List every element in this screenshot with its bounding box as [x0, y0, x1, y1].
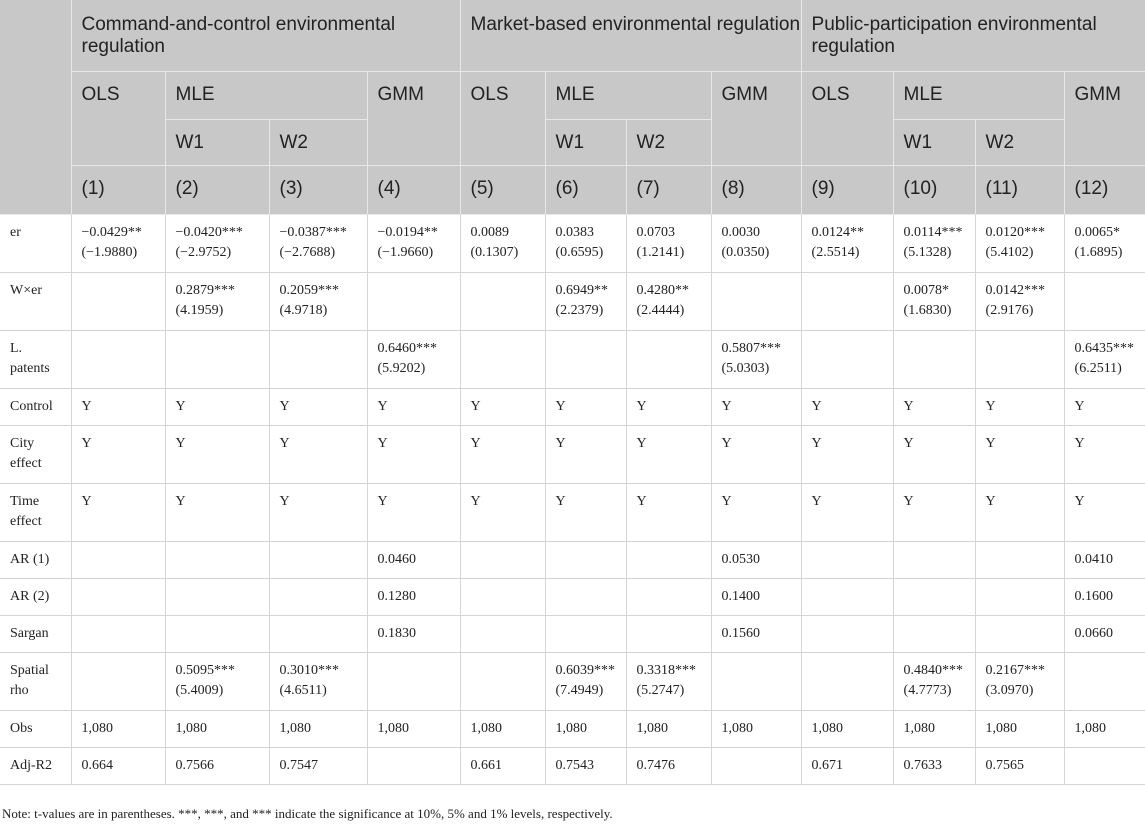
table-cell: Y	[165, 388, 269, 425]
table-cell	[71, 272, 165, 330]
table-cell	[367, 652, 460, 710]
row-label: W×er	[0, 272, 71, 330]
table-row	[0, 578, 1145, 615]
table-cell: 0.0383 (0.6595)	[545, 214, 626, 272]
table-cell: Y	[626, 388, 711, 425]
table-cell	[269, 330, 367, 388]
table-cell	[460, 272, 545, 330]
row-label: Sargan	[0, 615, 71, 652]
table-cell: 1,080	[545, 710, 626, 747]
table-cell: −0.0429** (−1.9880)	[71, 214, 165, 272]
table-cell: Y	[1064, 388, 1145, 425]
table-cell: Y	[460, 388, 545, 425]
table-row	[0, 330, 1145, 388]
table-cell: 0.6039*** (7.4949)	[545, 652, 626, 710]
table-cell: 1,080	[367, 710, 460, 747]
table-cell: Y	[975, 483, 1064, 541]
table-cell: 0.7476	[626, 747, 711, 784]
table-cell: 0.6949** (2.2379)	[545, 272, 626, 330]
table-cell: 0.664	[71, 747, 165, 784]
table-cell: 1,080	[711, 710, 801, 747]
table-cell	[801, 330, 893, 388]
table-cell	[801, 615, 893, 652]
table-cell: 1,080	[893, 710, 975, 747]
table-cell: Y	[1064, 483, 1145, 541]
table-cell: Y	[269, 483, 367, 541]
table-cell	[269, 541, 367, 578]
table-cell	[975, 615, 1064, 652]
row-label: Adj-R2	[0, 747, 71, 784]
table-cell: Y	[626, 425, 711, 483]
table-cell: 0.0065* (1.6895)	[1064, 214, 1145, 272]
weight-header-w2: W2	[975, 119, 1064, 165]
table-cell	[893, 541, 975, 578]
table-cell: −0.0420*** (−2.9752)	[165, 214, 269, 272]
weight-header-w1: W1	[545, 119, 626, 165]
table-cell	[545, 330, 626, 388]
table-cell: Y	[975, 388, 1064, 425]
column-number-header: (10)	[893, 165, 975, 214]
method-header-ols: OLS	[801, 71, 893, 165]
table-cell: Y	[545, 483, 626, 541]
table-cell: 0.1830	[367, 615, 460, 652]
table-cell: −0.0194** (−1.9660)	[367, 214, 460, 272]
table-cell: 0.5095*** (5.4009)	[165, 652, 269, 710]
table-row	[0, 425, 1145, 483]
table-cell	[626, 615, 711, 652]
table-cell: 0.7547	[269, 747, 367, 784]
table-cell: Y	[460, 425, 545, 483]
table-cell: 0.0530	[711, 541, 801, 578]
table-cell	[975, 578, 1064, 615]
table-row	[0, 747, 1145, 784]
column-number-header: (3)	[269, 165, 367, 214]
table-row	[0, 652, 1145, 710]
table-cell: 0.7543	[545, 747, 626, 784]
table-cell: 0.0124** (2.5514)	[801, 214, 893, 272]
table-cell: 0.0660	[1064, 615, 1145, 652]
table-cell: Y	[801, 483, 893, 541]
table-cell: 0.1280	[367, 578, 460, 615]
table-cell: Y	[269, 388, 367, 425]
table-cell: 0.4280** (2.4444)	[626, 272, 711, 330]
table-row	[0, 483, 1145, 541]
table-note: Note: t-values are in parentheses. ***, ***, and *** indicate the significance at 10%, 5% and 1% levels, respectively.	[2, 806, 613, 821]
table-cell: Y	[367, 388, 460, 425]
table-cell: Y	[711, 425, 801, 483]
row-label: AR (2)	[0, 578, 71, 615]
table-cell: Y	[801, 425, 893, 483]
column-number-header: (6)	[545, 165, 626, 214]
column-number-header: (7)	[626, 165, 711, 214]
row-label: Obs	[0, 710, 71, 747]
method-header-ols: OLS	[460, 71, 545, 165]
table-row	[0, 388, 1145, 425]
table-cell: Y	[71, 425, 165, 483]
table-cell	[801, 541, 893, 578]
table-cell: 0.0460	[367, 541, 460, 578]
weight-header-w2: W2	[269, 119, 367, 165]
table-cell	[460, 330, 545, 388]
table-cell: 0.2879*** (4.1959)	[165, 272, 269, 330]
table-cell: 0.661	[460, 747, 545, 784]
header-row-groups	[0, 0, 1145, 71]
table-cell	[801, 652, 893, 710]
row-label: L. patents	[0, 330, 71, 388]
table-cell: Y	[801, 388, 893, 425]
table-cell: 0.0703 (1.2141)	[626, 214, 711, 272]
table-cell: 0.2059*** (4.9718)	[269, 272, 367, 330]
table-cell	[975, 541, 1064, 578]
table-cell: 0.2167*** (3.0970)	[975, 652, 1064, 710]
method-header-mle: MLE	[165, 71, 367, 119]
table-cell	[460, 578, 545, 615]
header-corner-cell	[0, 0, 71, 214]
table-cell: Y	[711, 388, 801, 425]
table-cell	[165, 615, 269, 652]
table-cell: 0.4840*** (4.7773)	[893, 652, 975, 710]
table-cell: 1,080	[801, 710, 893, 747]
table-cell: Y	[711, 483, 801, 541]
table-cell	[626, 578, 711, 615]
group-header-market-based: Market-based environmental regulation	[460, 0, 801, 71]
weight-header-w1: W1	[893, 119, 975, 165]
table-cell	[71, 652, 165, 710]
table-cell: Y	[545, 388, 626, 425]
table-cell: Y	[893, 483, 975, 541]
table-cell	[545, 541, 626, 578]
table-cell: Y	[460, 483, 545, 541]
table-cell	[801, 272, 893, 330]
table-cell: Y	[893, 425, 975, 483]
table-cell: 0.0030 (0.0350)	[711, 214, 801, 272]
table-cell: 1,080	[71, 710, 165, 747]
table-cell	[711, 747, 801, 784]
row-label: Spatial rho	[0, 652, 71, 710]
table-cell: 0.1400	[711, 578, 801, 615]
table-cell: 0.3010*** (4.6511)	[269, 652, 367, 710]
table-cell	[893, 578, 975, 615]
method-header-mle: MLE	[545, 71, 711, 119]
table-cell	[626, 541, 711, 578]
table-cell	[71, 330, 165, 388]
table-cell	[545, 615, 626, 652]
table-cell	[367, 747, 460, 784]
column-number-header: (2)	[165, 165, 269, 214]
row-label: Time effect	[0, 483, 71, 541]
table-cell	[71, 615, 165, 652]
table-cell: 1,080	[975, 710, 1064, 747]
column-number-header: (8)	[711, 165, 801, 214]
method-header-ols: OLS	[71, 71, 165, 165]
column-number-header: (12)	[1064, 165, 1145, 214]
column-number-header: (9)	[801, 165, 893, 214]
table-cell	[545, 578, 626, 615]
header-row-methods	[0, 71, 1145, 119]
header-row-column-numbers	[0, 165, 1145, 214]
table-cell: 0.7565	[975, 747, 1064, 784]
table-cell: −0.0387*** (−2.7688)	[269, 214, 367, 272]
table-cell	[367, 272, 460, 330]
table-cell: 0.0089 (0.1307)	[460, 214, 545, 272]
table-cell: 0.0410	[1064, 541, 1145, 578]
table-cell: 0.5807*** (5.0303)	[711, 330, 801, 388]
table-row	[0, 615, 1145, 652]
method-header-gmm: GMM	[711, 71, 801, 165]
table-cell: 0.1560	[711, 615, 801, 652]
table-row	[0, 710, 1145, 747]
table-row	[0, 541, 1145, 578]
table-cell: 1,080	[626, 710, 711, 747]
table-cell: 0.0078* (1.6830)	[893, 272, 975, 330]
table-cell: 0.6435*** (6.2511)	[1064, 330, 1145, 388]
table-cell: 0.0114*** (5.1328)	[893, 214, 975, 272]
column-number-header: (4)	[367, 165, 460, 214]
table-cell: 0.1600	[1064, 578, 1145, 615]
table-cell	[71, 541, 165, 578]
method-header-mle: MLE	[893, 71, 1064, 119]
table-cell: 0.0142*** (2.9176)	[975, 272, 1064, 330]
table-cell	[1064, 652, 1145, 710]
header-row-weights	[0, 119, 1145, 165]
weight-header-w2: W2	[626, 119, 711, 165]
table-cell: 1,080	[460, 710, 545, 747]
table-cell	[460, 541, 545, 578]
table-cell	[71, 578, 165, 615]
weight-header-w1: W1	[165, 119, 269, 165]
group-header-public-participation: Public-participation environmental regulation	[801, 0, 1145, 71]
table-cell	[1064, 747, 1145, 784]
table-cell: 0.671	[801, 747, 893, 784]
table-cell: 0.6460*** (5.9202)	[367, 330, 460, 388]
row-label: Control	[0, 388, 71, 425]
table-cell: Y	[71, 483, 165, 541]
table-cell	[626, 330, 711, 388]
table-cell	[893, 330, 975, 388]
table-cell: Y	[626, 483, 711, 541]
table-cell: Y	[165, 483, 269, 541]
table-cell: Y	[545, 425, 626, 483]
table-cell: Y	[165, 425, 269, 483]
table-row	[0, 272, 1145, 330]
table-body	[0, 214, 1145, 784]
row-label: er	[0, 214, 71, 272]
table-cell	[269, 615, 367, 652]
table-cell: 1,080	[1064, 710, 1145, 747]
table-cell	[801, 578, 893, 615]
table-cell	[165, 578, 269, 615]
table-cell	[711, 272, 801, 330]
table-cell: Y	[975, 425, 1064, 483]
table-cell: Y	[71, 388, 165, 425]
table-cell	[165, 541, 269, 578]
row-label: AR (1)	[0, 541, 71, 578]
table-cell: Y	[269, 425, 367, 483]
column-number-header: (5)	[460, 165, 545, 214]
table-cell	[460, 652, 545, 710]
table-cell	[269, 578, 367, 615]
table-row	[0, 214, 1145, 272]
method-header-gmm: GMM	[367, 71, 460, 165]
table-cell	[165, 330, 269, 388]
table-cell: Y	[1064, 425, 1145, 483]
table-cell	[711, 652, 801, 710]
table-cell	[893, 615, 975, 652]
table-cell: 1,080	[269, 710, 367, 747]
table-cell	[460, 615, 545, 652]
table-cell: 1,080	[165, 710, 269, 747]
table-cell: 0.7566	[165, 747, 269, 784]
column-number-header: (11)	[975, 165, 1064, 214]
table-cell: 0.3318*** (5.2747)	[626, 652, 711, 710]
table-cell: 0.7633	[893, 747, 975, 784]
group-header-command-and-control: Command-and-control environmental regulation	[71, 0, 460, 71]
table-cell	[1064, 272, 1145, 330]
row-label: City effect	[0, 425, 71, 483]
method-header-gmm: GMM	[1064, 71, 1145, 165]
table-cell: Y	[367, 483, 460, 541]
table-cell: Y	[893, 388, 975, 425]
column-number-header: (1)	[71, 165, 165, 214]
table-cell: 0.0120*** (5.4102)	[975, 214, 1064, 272]
table-cell: Y	[367, 425, 460, 483]
table-cell	[975, 330, 1064, 388]
